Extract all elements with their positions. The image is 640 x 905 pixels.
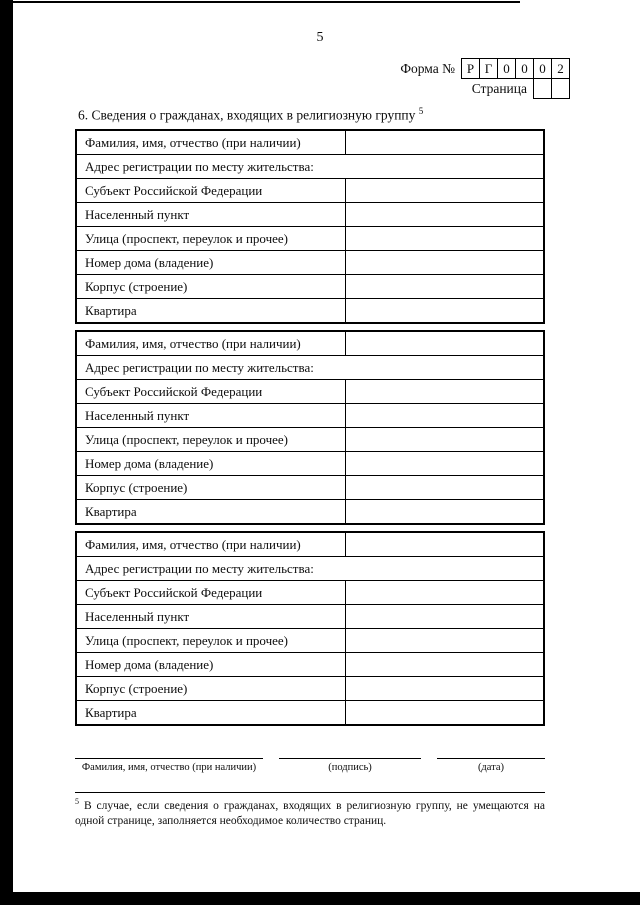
- signature-name-line[interactable]: [75, 758, 263, 759]
- table-row: [76, 331, 544, 356]
- row-value-cell[interactable]: [346, 452, 545, 476]
- row-value-cell[interactable]: [346, 380, 545, 404]
- form-code-area: [400, 58, 570, 99]
- signature-sign-label: (подпись): [328, 762, 372, 773]
- table-row: [76, 476, 544, 500]
- signature-date-label: (дата): [477, 762, 505, 773]
- page-word-label: Страница: [471, 80, 527, 96]
- page-number-box: [533, 78, 552, 99]
- form-code-box: 2: [551, 58, 570, 79]
- form-number-label: Форма №: [400, 60, 455, 76]
- table-row: [76, 452, 544, 476]
- row-label: Фамилия, имя, отчество (при наличии): [76, 331, 346, 356]
- row-label: Номер дома (владение): [76, 251, 346, 275]
- table-row: [76, 275, 544, 299]
- row-value-cell[interactable]: [346, 331, 545, 356]
- row-label: Квартира: [76, 701, 346, 726]
- row-label: Населенный пункт: [76, 404, 346, 428]
- form-code-box: Р: [461, 58, 480, 79]
- page-code-row: [400, 78, 570, 99]
- row-value-cell[interactable]: [346, 404, 545, 428]
- row-label: Субъект Российской Федерации: [76, 581, 346, 605]
- row-value-cell[interactable]: [346, 130, 545, 155]
- form-code-box: Г: [479, 58, 498, 79]
- signature-date-line[interactable]: [437, 758, 545, 759]
- scan-edge-top: [0, 1, 520, 3]
- row-value-cell[interactable]: [346, 629, 545, 653]
- citizen-blocks: [75, 129, 545, 732]
- table-row: [76, 653, 544, 677]
- row-label: Корпус (строение): [76, 275, 346, 299]
- table-row: [76, 557, 544, 581]
- row-label: Адрес регистрации по месту жительства:: [76, 557, 544, 581]
- page-number-box: [551, 78, 570, 99]
- row-label: Улица (проспект, переулок и прочее): [76, 629, 346, 653]
- signature-name-field: [75, 758, 263, 773]
- row-value-cell[interactable]: [346, 299, 545, 324]
- row-value-cell[interactable]: [346, 532, 545, 557]
- section-title-text: 6. Сведения о гражданах, входящих в религиозную группу: [78, 107, 416, 123]
- scan-edge-bottom: [0, 892, 640, 905]
- row-label: Адрес регистрации по месту жительства:: [76, 356, 544, 380]
- row-value-cell[interactable]: [346, 251, 545, 275]
- row-value-cell[interactable]: [346, 179, 545, 203]
- table-row: [76, 356, 544, 380]
- row-value-cell[interactable]: [346, 605, 545, 629]
- table-row: [76, 179, 544, 203]
- citizen-block-1: [75, 129, 545, 324]
- row-label: Корпус (строение): [76, 677, 346, 701]
- table-row: [76, 500, 544, 525]
- table-row: [76, 677, 544, 701]
- row-value-cell[interactable]: [346, 677, 545, 701]
- row-value-cell[interactable]: [346, 701, 545, 726]
- row-label: Улица (проспект, переулок и прочее): [76, 428, 346, 452]
- table-row: [76, 701, 544, 726]
- footnote-marker: 5: [75, 797, 79, 806]
- page-number: 5: [316, 30, 324, 45]
- row-label: Квартира: [76, 299, 346, 324]
- row-label: Квартира: [76, 500, 346, 525]
- table-row: [76, 629, 544, 653]
- signature-date-field: [437, 758, 545, 773]
- footnote-text: В случае, если сведения о гражданах, входящих в религиозную группу, не умещаются на одной странице, заполняется необходимое количество страниц.: [75, 799, 545, 827]
- table-row: [76, 605, 544, 629]
- row-label: Фамилия, имя, отчество (при наличии): [76, 532, 346, 557]
- table-row: [76, 299, 544, 324]
- row-label: Населенный пункт: [76, 203, 346, 227]
- footnote: [75, 792, 545, 829]
- row-value-cell[interactable]: [346, 203, 545, 227]
- row-value-cell[interactable]: [346, 275, 545, 299]
- table-row: [76, 404, 544, 428]
- row-value-cell[interactable]: [346, 428, 545, 452]
- row-value-cell[interactable]: [346, 500, 545, 525]
- signature-row: [75, 758, 545, 773]
- table-row: [76, 532, 544, 557]
- table-row: [76, 130, 544, 155]
- page-number-boxes: [534, 78, 570, 99]
- row-label: Номер дома (владение): [76, 653, 346, 677]
- scan-edge-left: [0, 0, 13, 905]
- signature-name-label: Фамилия, имя, отчество (при наличии): [81, 762, 257, 773]
- form-code-box: 0: [497, 58, 516, 79]
- row-label: Номер дома (владение): [76, 452, 346, 476]
- table-row: [76, 251, 544, 275]
- citizen-block-2: [75, 330, 545, 525]
- row-label: Корпус (строение): [76, 476, 346, 500]
- table-row: [76, 581, 544, 605]
- form-code-box: 0: [515, 58, 534, 79]
- section-title: [78, 106, 423, 124]
- row-label: Улица (проспект, переулок и прочее): [76, 227, 346, 251]
- row-value-cell[interactable]: [346, 227, 545, 251]
- row-label: Населенный пункт: [76, 605, 346, 629]
- row-value-cell[interactable]: [346, 476, 545, 500]
- row-label: Фамилия, имя, отчество (при наличии): [76, 130, 346, 155]
- form-code-box: 0: [533, 58, 552, 79]
- table-row: [76, 380, 544, 404]
- row-label: Субъект Российской Федерации: [76, 380, 346, 404]
- row-value-cell[interactable]: [346, 581, 545, 605]
- table-row: [76, 203, 544, 227]
- form-code-boxes: [462, 58, 570, 79]
- citizen-block-3: [75, 531, 545, 726]
- signature-sign-field: [279, 758, 421, 773]
- row-label: Субъект Российской Федерации: [76, 179, 346, 203]
- row-value-cell[interactable]: [346, 653, 545, 677]
- row-label: Адрес регистрации по месту жительства:: [76, 155, 544, 179]
- table-row: [76, 155, 544, 179]
- table-row: [76, 227, 544, 251]
- signature-sign-line[interactable]: [279, 758, 421, 759]
- table-row: [76, 428, 544, 452]
- form-code-row: [400, 58, 570, 79]
- section-footnote-ref: 5: [418, 106, 424, 116]
